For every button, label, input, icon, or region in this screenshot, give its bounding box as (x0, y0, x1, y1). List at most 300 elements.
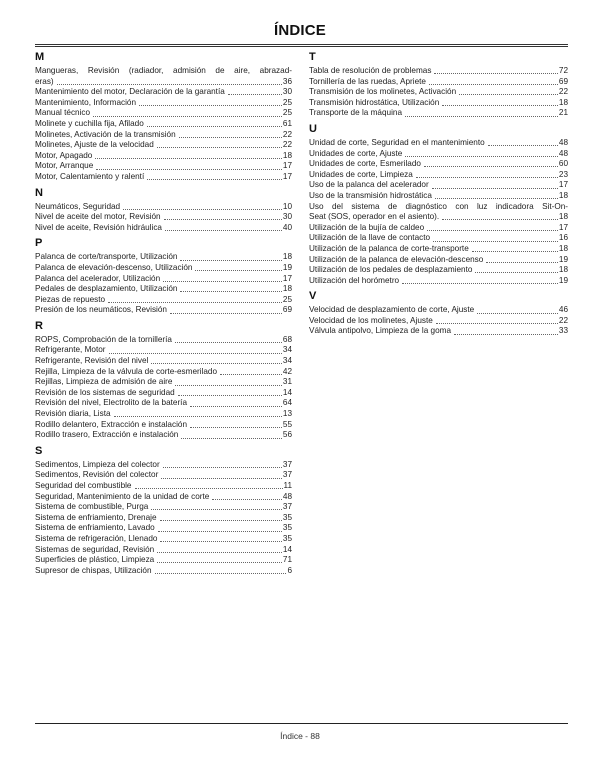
index-entry-label: Utilización del horómetro (309, 275, 400, 285)
index-entry[interactable] (35, 295, 292, 306)
dot-leader (160, 513, 282, 521)
index-entry-row (35, 87, 292, 98)
dot-leader (477, 306, 558, 314)
index-entry-row (309, 244, 568, 255)
dot-leader (157, 555, 282, 563)
index-entry-row (35, 377, 292, 388)
index-entry[interactable] (35, 66, 292, 87)
index-entry-row (35, 130, 292, 141)
index-entry[interactable] (35, 119, 292, 130)
index-entry-page-number: 19 (558, 275, 568, 285)
index-entry[interactable] (309, 138, 568, 149)
index-entry-label: Molinete y cuchilla fija, Afilado (35, 118, 144, 128)
index-entry-row (35, 470, 292, 481)
index-entry[interactable] (35, 388, 292, 399)
dot-leader (427, 223, 558, 231)
dot-leader (212, 492, 282, 500)
index-entry-page-number: 14 (282, 387, 292, 397)
index-entry[interactable] (35, 430, 292, 441)
index-entry-row (35, 513, 292, 524)
dot-leader (442, 98, 558, 106)
index-entry-row (309, 159, 568, 170)
dot-leader (472, 244, 558, 252)
index-entry-row (35, 335, 292, 346)
index-entry-label: Utilización de la llave de contacto (309, 233, 431, 243)
index-entry-page-number: 40 (282, 222, 292, 232)
dot-leader (416, 170, 558, 178)
index-entry-row (309, 276, 568, 287)
index-entry-page-number: 22 (282, 140, 292, 150)
index-entry-label: Utilización de la palanca de elevación-descenso (309, 254, 484, 264)
index-entry-label: Motor, Apagado (35, 150, 93, 160)
index-entry-row (309, 77, 568, 88)
dot-leader (157, 140, 282, 148)
index-entry[interactable] (309, 170, 568, 181)
page-footer: Índice - 88 (280, 731, 320, 741)
index-entry-label: Utilización de los pedales de desplazamiento (309, 265, 473, 275)
index-entry[interactable] (35, 305, 292, 316)
index-entry[interactable] (35, 566, 292, 577)
index-entry-row (35, 398, 292, 409)
index-entry[interactable] (309, 244, 568, 255)
index-entry-page-number: 19 (282, 262, 292, 272)
index-entry[interactable] (35, 284, 292, 295)
index-entry-row (35, 263, 292, 274)
index-entry-row (309, 223, 568, 234)
index-entry-page-number: 25 (282, 108, 292, 118)
index-entry-row (35, 367, 292, 378)
index-entry[interactable] (309, 77, 568, 88)
index-entry[interactable] (35, 502, 292, 513)
section-letter-heading: M (35, 51, 45, 63)
index-entry-row (309, 180, 568, 191)
index-entry-row (309, 233, 568, 244)
index-entry[interactable] (309, 159, 568, 170)
index-entry[interactable] (35, 492, 292, 503)
dot-leader (95, 151, 282, 159)
index-entry-page-number: 35 (282, 533, 292, 543)
index-entry-row (35, 356, 292, 367)
index-entry[interactable] (35, 108, 292, 119)
index-entry[interactable] (309, 276, 568, 287)
index-entry-page-number: 35 (282, 523, 292, 533)
index-entry-row (35, 140, 292, 151)
index-entry-page-number: 13 (282, 409, 292, 419)
section-letter-heading: T (309, 51, 316, 63)
dot-leader (181, 431, 282, 439)
index-entry-label: Sistemas de seguridad, Revisión (35, 544, 155, 554)
index-entry-row (35, 430, 292, 441)
index-entry-label: Nivel de aceite del motor, Revisión (35, 212, 161, 222)
index-entry-page-number: 35 (282, 512, 292, 522)
index-entry-page-number: 48 (282, 491, 292, 501)
index-entry-label: Transmisión de los molinetes, Activación (309, 87, 457, 97)
index-entry-label: Piezas de repuesto (35, 294, 106, 304)
index-entry-row (309, 265, 568, 276)
index-entry-row (35, 212, 292, 223)
dot-leader (228, 87, 282, 95)
dot-leader (180, 253, 281, 261)
dot-leader (163, 460, 282, 468)
index-entry-page-number: 19 (558, 254, 568, 264)
index-entry-label: Uso de la transmisión hidrostática (309, 190, 432, 200)
index-entry-label: Mantenimiento del motor, Declaración de la garantía (35, 87, 225, 97)
index-entry-page-number: 37 (282, 470, 292, 480)
index-entry-page-number: 30 (282, 212, 292, 222)
index-entry-page-number: 18 (282, 284, 292, 294)
index-entry[interactable] (309, 326, 568, 337)
index-entry-row (35, 284, 292, 295)
dot-leader (165, 223, 282, 231)
index-entry-label: Revisión de los sistemas de seguridad (35, 387, 175, 397)
index-entry[interactable] (35, 252, 292, 263)
index-entry-page-number: 21 (558, 108, 568, 118)
index-entry-row (35, 545, 292, 556)
index-entry[interactable] (309, 66, 568, 77)
dot-leader (164, 212, 282, 220)
dot-leader (180, 284, 281, 292)
dot-leader (486, 255, 558, 263)
index-entry[interactable] (35, 545, 292, 556)
index-entry[interactable] (309, 265, 568, 276)
index-entry-label: Tabla de resolución de problemas (309, 66, 432, 75)
index-entry-label: Supresor de chispas, Utilización (35, 565, 152, 575)
footer-rule (35, 723, 568, 724)
index-entry[interactable] (309, 316, 568, 327)
index-entry-row (35, 172, 292, 183)
dot-leader (114, 409, 282, 417)
index-entry-page-number: 16 (558, 233, 568, 243)
index-entry-page-number: 22 (282, 129, 292, 139)
index-entry-label: Sistema de enfriamiento, Lavado (35, 523, 155, 533)
index-entry[interactable] (309, 255, 568, 266)
index-entry-label: ROPS, Comprobación de la tornillería (35, 334, 172, 344)
dot-leader (170, 306, 282, 314)
index-entry[interactable] (35, 223, 292, 234)
index-entry[interactable] (35, 481, 292, 492)
index-entry-page-number: 18 (558, 265, 568, 275)
index-entry-label: Manual técnico (35, 108, 91, 118)
index-entry-row (309, 326, 568, 337)
index-entry-page-number: 10 (282, 201, 292, 211)
index-entry-page-number: 30 (282, 87, 292, 97)
index-entry-page-number: 18 (558, 243, 568, 253)
dot-leader (123, 202, 282, 210)
index-entry-label: Transmisión hidrostática, Utilización (309, 97, 440, 107)
index-entry-page-number: 17 (282, 273, 292, 283)
index-entry[interactable] (35, 356, 292, 367)
index-entry-row (35, 119, 292, 130)
index-entry[interactable] (309, 233, 568, 244)
index-entry-label: Sedimentos, Revisión del colector (35, 470, 159, 480)
dot-leader (96, 162, 282, 170)
index-entry[interactable] (309, 180, 568, 191)
index-entry-row (35, 295, 292, 306)
index-entry-label: Motor, Arranque (35, 161, 94, 171)
index-entry-page-number: 71 (282, 555, 292, 565)
dot-leader (139, 98, 282, 106)
index-entry-label: Refrigerante, Revisión del nivel (35, 356, 149, 366)
index-entry-label: Transporte de la máquina (309, 108, 402, 118)
index-entry-row (35, 108, 292, 119)
index-entry[interactable] (35, 409, 292, 420)
dot-leader (155, 566, 287, 574)
index-entry-row (309, 138, 568, 149)
index-entry-row (309, 316, 568, 327)
index-entry-row (35, 223, 292, 234)
dot-leader (147, 119, 282, 127)
section-letter-heading: N (35, 186, 43, 199)
index-entry[interactable] (35, 377, 292, 388)
index-entry[interactable] (309, 305, 568, 316)
index-entry-row (35, 492, 292, 503)
index-entry-row (309, 255, 568, 266)
index-entry-page-number: 22 (558, 315, 568, 325)
dot-leader (175, 335, 282, 343)
index-entry[interactable] (35, 335, 292, 346)
dot-leader (179, 130, 282, 138)
dot-leader (160, 534, 281, 542)
index-entry-label: Rodillo delantero, Extracción e instalación (35, 419, 188, 429)
index-entry-label: Motor, Calentamiento y ralentí (35, 171, 145, 181)
index-entry[interactable] (309, 98, 568, 109)
index-entry-label: Nivel de aceite, Revisión hidráulica (35, 222, 162, 232)
index-entry-label: Rodillo trasero, Extracción e instalación (35, 430, 179, 440)
dot-leader (151, 502, 282, 510)
index-entry-page-number: 34 (282, 356, 292, 366)
index-entry[interactable] (35, 161, 292, 172)
index-entry-row (35, 534, 292, 545)
index-entry-label: Seguridad, Mantenimiento de la unidad de corte (35, 491, 210, 501)
index-entry[interactable] (35, 87, 292, 98)
dot-leader (405, 109, 558, 117)
index-entry-row (35, 388, 292, 399)
dot-leader (432, 181, 558, 189)
index-entry-label: Sistema de refrigeración, Llenado (35, 533, 158, 543)
index-entry-page-number: 18 (282, 150, 292, 160)
index-entry-row (35, 305, 292, 316)
dot-leader (135, 481, 283, 489)
index-entry-page-number: 17 (282, 161, 292, 171)
index-entry-row (309, 149, 568, 160)
index-entry[interactable] (35, 460, 292, 471)
index-entry-label: Mantenimiento, Información (35, 97, 137, 107)
index-entry[interactable] (35, 172, 292, 183)
index-entry-page-number: 60 (558, 159, 568, 169)
index-entry-label: Revisión del nivel, Electrolito de la batería (35, 398, 188, 408)
section-letter-heading: R (35, 319, 43, 332)
index-entry[interactable] (35, 130, 292, 141)
index-entry[interactable] (35, 263, 292, 274)
index-entry-label: Velocidad de los molinetes, Ajuste (309, 315, 433, 325)
index-entry-row (35, 274, 292, 285)
index-entry-label: Palanca de corte/transporte, Utilización (35, 252, 178, 262)
index-entry-row (35, 151, 292, 162)
index-entry-page-number: 46 (558, 305, 568, 315)
index-entry-label: Palanca del acelerador, Utilización (35, 273, 161, 283)
dot-leader (459, 87, 558, 95)
page-title: ÍNDICE (273, 22, 327, 39)
index-entry-row (35, 252, 292, 263)
index-entry-row (35, 345, 292, 356)
index-entry[interactable] (35, 274, 292, 285)
index-entry[interactable] (309, 202, 568, 223)
index-entry[interactable] (35, 555, 292, 566)
index-entry-page-number: 25 (282, 294, 292, 304)
index-entry-page-number: 11 (283, 481, 292, 490)
index-column-left (35, 49, 292, 576)
dot-leader (488, 138, 558, 146)
dot-leader (195, 263, 281, 271)
dot-leader (109, 346, 282, 354)
index-entry-row (35, 77, 292, 88)
dot-leader (175, 378, 281, 386)
section-letter-heading: S (35, 444, 43, 457)
dot-leader (434, 66, 557, 74)
index-entry[interactable] (35, 367, 292, 378)
index-column-right (309, 49, 568, 337)
index-entry-label: Válvula antipolvo, Limpieza de la goma (309, 326, 452, 336)
index-entry[interactable] (309, 108, 568, 119)
index-entry[interactable] (309, 223, 568, 234)
index-entry-page-number: 14 (282, 544, 292, 554)
index-entry-page-number: 69 (282, 305, 292, 315)
dot-leader (424, 159, 558, 167)
index-entry-label: Rejilla, Limpieza de la válvula de corte-esmerilado (35, 366, 218, 376)
index-entry-page-number: 72 (558, 66, 568, 75)
dot-leader (108, 295, 282, 303)
index-entry-row (35, 420, 292, 431)
index-entry[interactable] (35, 470, 292, 481)
index-entry[interactable] (309, 191, 568, 202)
index-entry-page-number: 36 (282, 76, 292, 86)
dot-leader (433, 234, 558, 242)
index-entry-label: Unidad de corte, Seguridad en el mantenimiento (309, 137, 485, 147)
index-entry-page-number: 56 (282, 430, 292, 440)
dot-leader (190, 399, 282, 407)
index-entry-row (35, 566, 292, 577)
index-entry[interactable] (35, 398, 292, 409)
index-entry-label-line1: Mangueras, Revisión (radiador, admisión de aire, abrazad- (35, 66, 292, 75)
index-entry-label: Velocidad de desplazamiento de corte, Ajuste (309, 305, 475, 315)
index-entry-page-number: 68 (282, 334, 292, 344)
dot-leader (442, 212, 558, 220)
index-entry[interactable] (35, 345, 292, 356)
index-entry-page-number: 37 (282, 502, 292, 512)
index-entry-page-number: 17 (558, 222, 568, 232)
index-entry-label: Molinetes, Ajuste de la velocidad (35, 140, 154, 150)
dot-leader (151, 356, 282, 364)
index-entry-label: Uso de la palanca del acelerador (309, 180, 429, 190)
index-entry[interactable] (35, 513, 292, 524)
index-entry-page-number: 18 (558, 212, 568, 222)
index-entry-label: Presión de los neumáticos, Revisión (35, 305, 167, 315)
dot-leader (161, 471, 282, 479)
section-letter-heading: V (309, 290, 317, 303)
index-entry[interactable] (309, 149, 568, 160)
index-entry-page-number: 17 (282, 171, 292, 181)
header-double-rule (35, 44, 568, 47)
index-entry[interactable] (35, 420, 292, 431)
index-entry-label: Palanca de elevación-descenso, Utilización (35, 262, 193, 272)
index-entry-page-number: 17 (558, 180, 568, 190)
dot-leader (429, 77, 558, 85)
index-entry-label: Rejillas, Limpieza de admisión de aire (35, 377, 173, 387)
index-entry-row (35, 555, 292, 566)
dot-leader (402, 276, 558, 284)
dot-leader (157, 545, 282, 553)
index-entry-row (309, 66, 568, 77)
index-entry-label: Sedimentos, Limpieza del colector (35, 459, 160, 469)
index-entry-row (35, 202, 292, 213)
index-entry-page-number: 18 (558, 190, 568, 200)
index-entry-label: Sistema de enfriamiento, Drenaje (35, 512, 157, 522)
index-entry-label: Unidades de corte, Esmerilado (309, 159, 421, 169)
index-entry-page-number: 34 (282, 345, 292, 355)
index-entry[interactable] (35, 151, 292, 162)
index-entry-label: Molinetes, Activación de la transmisión (35, 129, 176, 139)
index-entry-label-line1: Uso del sistema de diagnóstico con luz indicadora Sit-On- (309, 201, 568, 211)
section-letter-heading: P (35, 237, 43, 250)
index-entry-label: eras) (35, 76, 54, 86)
index-entry-label: Utilización de la palanca de corte-transporte (309, 243, 469, 253)
index-entry-label: Refrigerante, Motor (35, 345, 106, 355)
index-entry-page-number: 37 (282, 459, 292, 469)
index-entry-row (309, 191, 568, 202)
dot-leader (158, 524, 282, 532)
index-entry-row (309, 98, 568, 109)
index-entry-label: Neumáticos, Seguridad (35, 201, 121, 211)
index-entry-label: Pedales de desplazamiento, Utilización (35, 284, 178, 294)
index-entry-row (309, 108, 568, 119)
index-entry-label: Utilización de la bujía de caldeo (309, 222, 425, 232)
index-entry-row (35, 98, 292, 109)
dot-leader (163, 274, 282, 282)
index-entry-page-number: 25 (282, 97, 292, 107)
index-entry-page-number: 31 (282, 377, 292, 387)
dot-leader (435, 191, 558, 199)
index-entry-row (35, 460, 292, 471)
dot-leader (190, 420, 282, 428)
dot-leader (220, 367, 282, 375)
dot-leader (454, 327, 558, 335)
index-entry[interactable] (35, 98, 292, 109)
index-entry-label: Revisión diaria, Lista (35, 409, 111, 419)
index-entry[interactable] (35, 534, 292, 545)
index-entry-page-number: 23 (558, 169, 568, 179)
index-entry[interactable] (35, 523, 292, 534)
index-entry-page-number: 6 (287, 565, 292, 575)
index-entry-label: Seguridad del combustible (35, 481, 132, 490)
index-entry-label: Tornillería de las ruedas, Apriete (309, 76, 426, 86)
index-entry-page-number: 69 (558, 76, 568, 86)
dot-leader (57, 77, 282, 85)
index-entry-row (35, 481, 292, 492)
index-entry[interactable] (35, 202, 292, 213)
index-entry-label: Seat (SOS, operador en el asiento). (309, 212, 440, 222)
index-entry[interactable] (35, 140, 292, 151)
index-entry-row (309, 170, 568, 181)
index-entry[interactable] (35, 212, 292, 223)
index-entry-row (309, 87, 568, 98)
index-entry-page-number: 33 (558, 326, 568, 336)
index-entry[interactable] (309, 87, 568, 98)
index-entry-page-number: 55 (282, 419, 292, 429)
index-entry-page-number: 64 (282, 398, 292, 408)
index-entry-row (309, 212, 568, 223)
dot-leader (147, 172, 282, 180)
index-entry-page-number: 48 (558, 137, 568, 147)
